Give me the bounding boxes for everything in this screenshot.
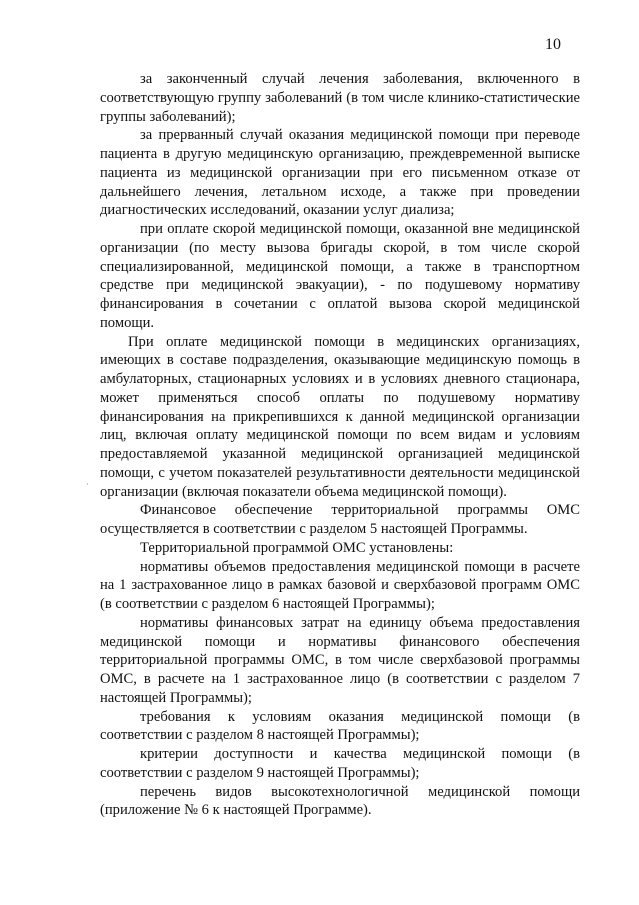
paragraph-interrupted-case: за прерванный случай оказания медицинской помощи при переводе пациента в другую медицинскую организацию, преждевременной выписке пациента из медицинской организации при его письменном отказе от дальнейшего лечения, летальном исходе, а также при проведении диагностических исследований, оказании услуг диализа; [100, 127, 580, 219]
paragraph-ambulance-payment: при оплате скорой медицинской помощи, оказанной вне медицинской организации (по месту вызова бригады скорой, в том числе скорой специализированной, медицинской помощи, а также в транспортном средстве при медицинской эвакуации), - по подушевому нормативу финансирования в сочетании с оплатой вызова скорой медицинской помощи. [100, 221, 580, 331]
paragraph-volume-norms: нормативы объемов предоставления медицинской помощи в расчете на 1 застрахованное лицо в рамках базовой и сверхбазовой программ ОМС (в соответствии с разделом 6 настоящей Программы); [100, 558, 580, 612]
paragraph-financing: Финансовое обеспечение территориальной программы ОМС осуществляется в соответствии с разделом 5 настоящей Программы. [100, 502, 580, 537]
paragraph-high-tech-list: перечень видов высокотехнологичной медицинской помощи (приложение № 6 к настоящей Программе). [100, 783, 580, 819]
page-number: 10 [545, 36, 561, 53]
paragraph-criteria: критерии доступности и качества медицинской помощи (в соответствии с разделом 9 настоящей Программы); [100, 746, 580, 781]
paragraph-established-list-intro: Территориальной программой ОМС установлены: [140, 539, 454, 556]
document-body [100, 70, 580, 820]
scan-mark: · [86, 480, 89, 489]
paragraph-cost-norms: нормативы финансовых затрат на единицу объема предоставления медицинской помощи и нормативы финансового обеспечения территориальной программы ОМС, в том числе сверхбазовой программы ОМС, в расчете на 1 застрахованное лицо (в соответствии с разделом 7 настоящей Программы); [100, 614, 580, 706]
paragraph-per-capita-payment: При оплате медицинской помощи в медицинских организациях, имеющих в составе подразделения, оказывающие медицинскую помощь в амбулаторных, стационарных условиях и в условиях дневного стационара, может применяться способ оплаты по подушевому нормативу финансирования на прикрепившихся к данной медицинской организации лиц, включая оплату медицинской помощи по всем видам и условиям предоставляемой указанной медицинской организацией медицинской помощи, с учетом показателей результативности деятельности медицинской организации (включая показатели объема медицинской помощи). [100, 333, 580, 500]
paragraph-completed-case: за законченный случай лечения заболевания, включенного в соответствующую группу заболеваний (в том числе клинико-статистические группы заболеваний); [100, 71, 580, 125]
paragraph-requirements: требования к условиям оказания медицинской помощи (в соответствии с разделом 8 настоящей Программы); [100, 708, 580, 744]
